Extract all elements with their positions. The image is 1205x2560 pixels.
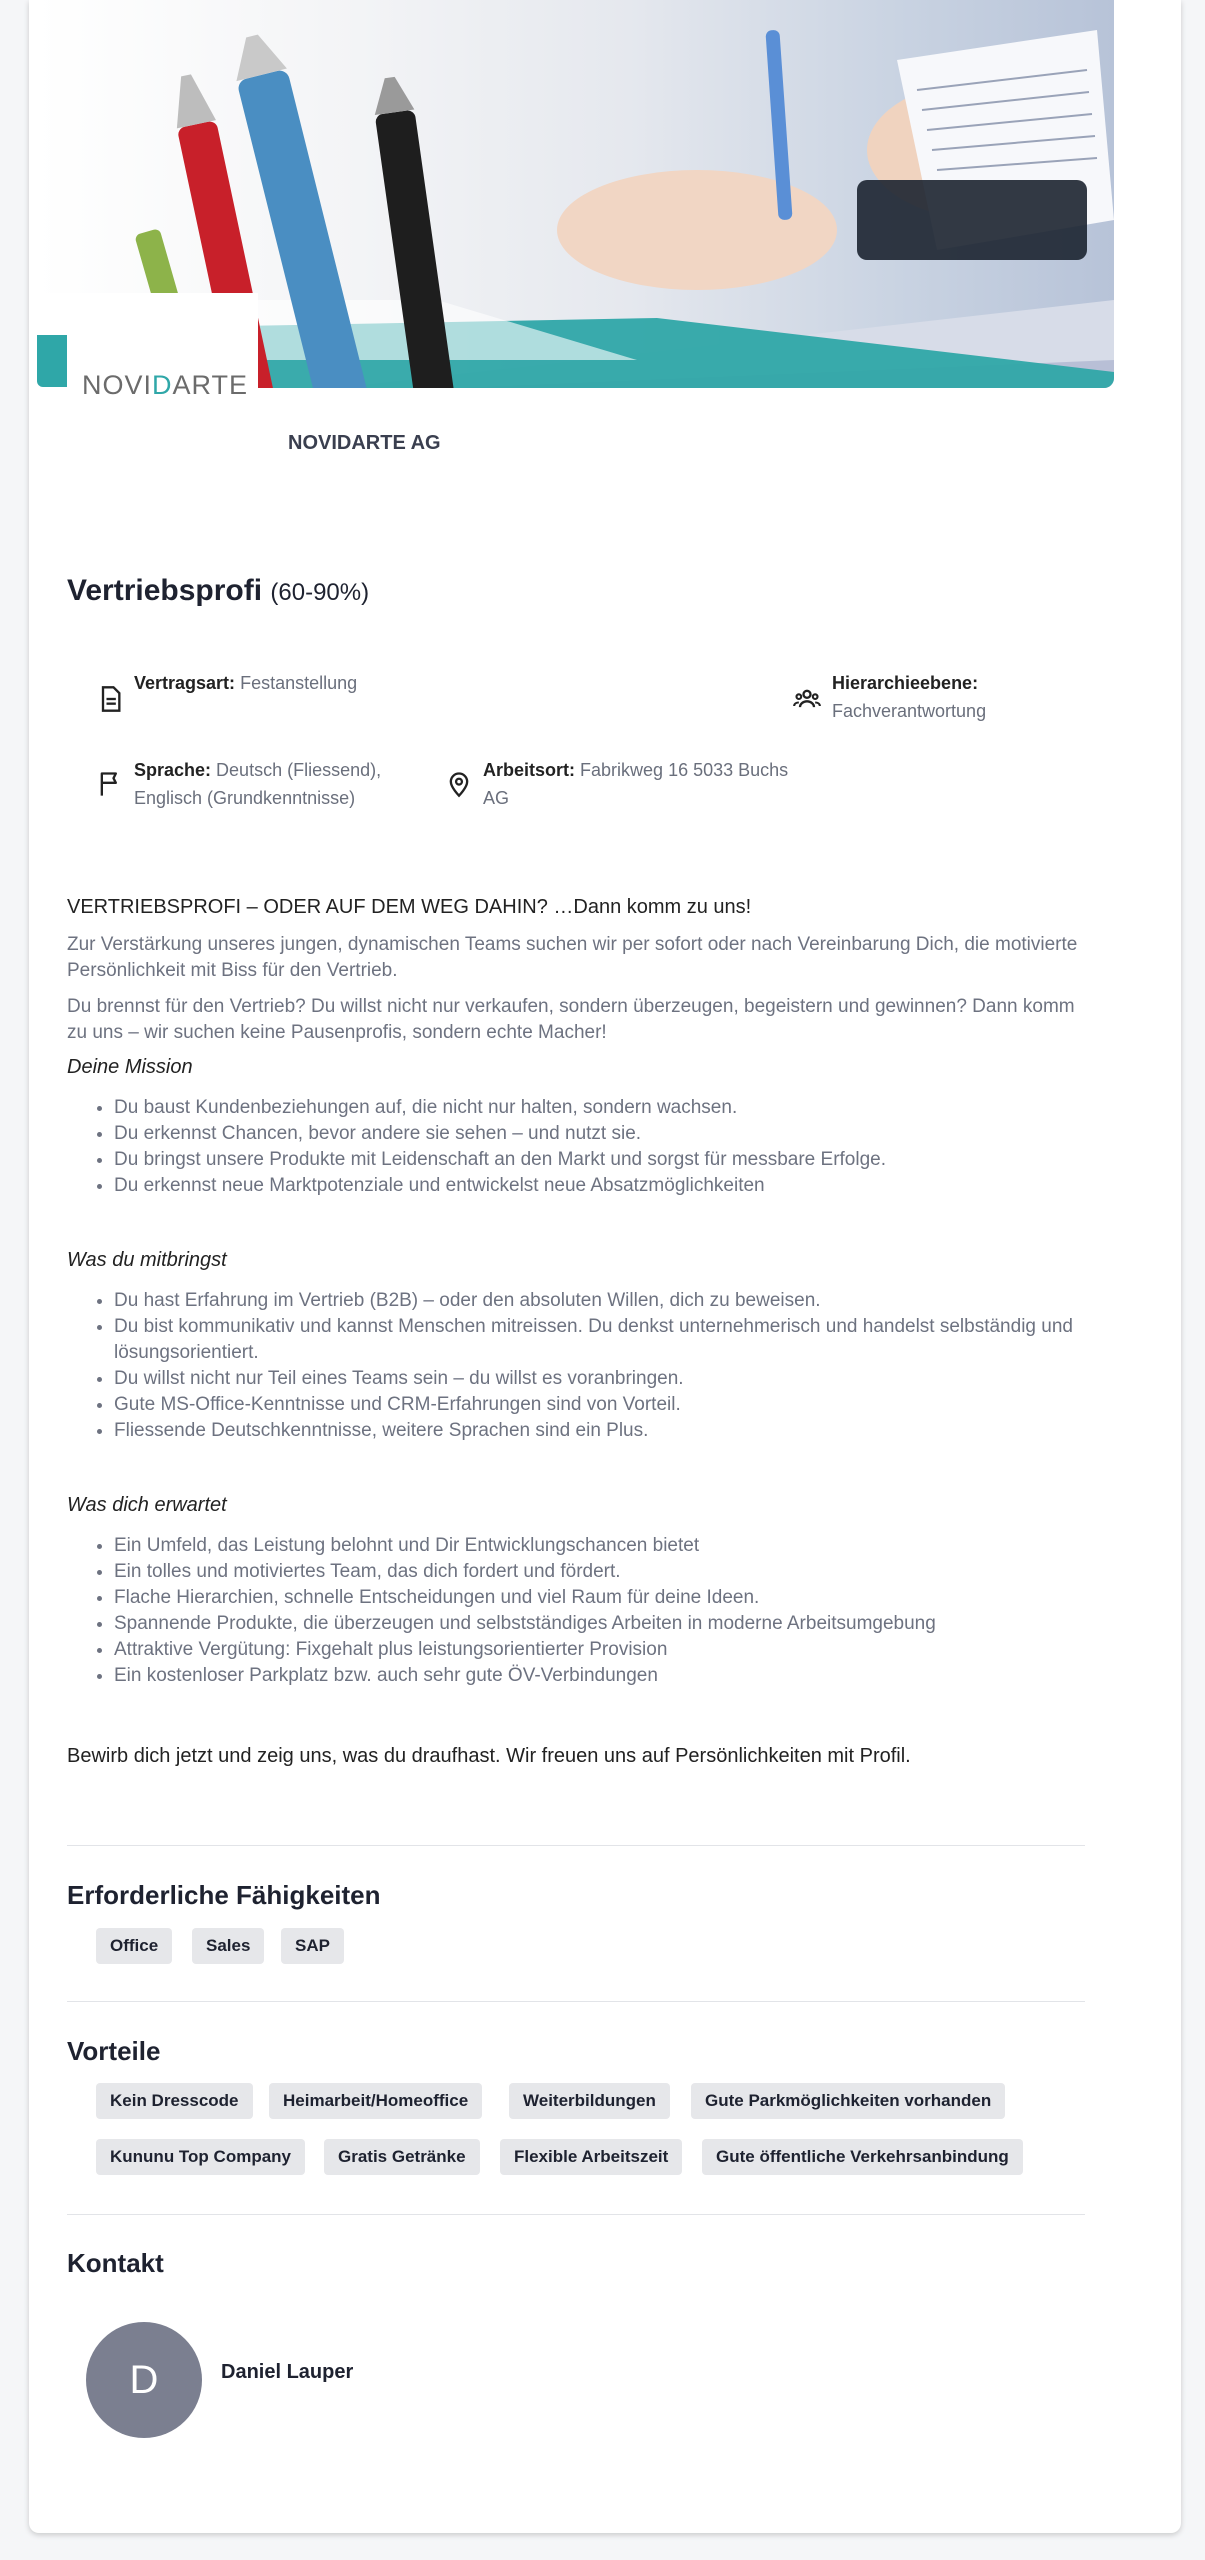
avatar: D bbox=[86, 2322, 202, 2438]
skills-heading: Erforderliche Fähigkeiten bbox=[67, 1880, 381, 1910]
contract-type: Vertragsart: Festanstellung bbox=[134, 673, 358, 693]
list-item: • Attraktive Vergütung: Fixgehalt plus leistungsorientierter Provision bbox=[114, 1637, 1087, 1663]
skill-chip: Sales bbox=[192, 1928, 264, 1964]
list-item: • Du bringst unsere Produkte mit Leidenschaft an den Markt und sorgst für messbare Erfolge. bbox=[114, 1147, 1087, 1173]
description-headline: VERTRIEBSPROFI – ODER AUF DEM WEG DAHIN? …Dann komm zu uns! bbox=[67, 896, 752, 918]
description-intro-2: Du brennst für den Vertrieb? Du willst nicht nur verkaufen, sondern überzeugen, begeistern und gewinnen? Dann komm zu uns – wir suchen keine Pausenprofis, sondern echte Macher! bbox=[67, 996, 1075, 1043]
skill-chip: Office bbox=[96, 1928, 172, 1964]
benefit-chip: Gute öffentliche Verkehrsanbindung bbox=[702, 2139, 1023, 2175]
contact-name[interactable]: Daniel Lauper bbox=[221, 2361, 354, 2383]
list-item: • Du erkennst neue Marktpotenziale und entwickelst neue Absatzmöglichkeiten bbox=[114, 1173, 1087, 1199]
document-icon bbox=[96, 685, 124, 713]
offer-list bbox=[67, 1533, 1087, 1689]
list-item: • Spannende Produkte, die überzeugen und selbstständiges Arbeiten in moderne Arbeitsumgebung bbox=[114, 1611, 1087, 1637]
mission-list bbox=[67, 1095, 1087, 1199]
benefit-chip: Heimarbeit/Homeoffice bbox=[269, 2083, 482, 2119]
closing-statement: Bewirb dich jetzt und zeig uns, was du draufhast. Wir freuen uns auf Persönlichkeiten mit Profil. bbox=[67, 1745, 911, 1767]
location-pin-icon bbox=[445, 770, 473, 798]
list-item: • Du baust Kundenbeziehungen auf, die nicht nur halten, sondern wachsen. bbox=[114, 1095, 1087, 1121]
requirements-heading: Was du mitbringst bbox=[67, 1249, 227, 1271]
list-item: • Du willst nicht nur Teil eines Teams sein – du willst es voranbringen. bbox=[114, 1366, 1087, 1392]
divider bbox=[67, 1845, 1085, 1846]
benefit-chip: Weiterbildungen bbox=[509, 2083, 670, 2119]
benefits-heading: Vorteile bbox=[67, 2036, 161, 2066]
list-item: • Fliessende Deutschkenntnisse, weitere Sprachen sind ein Plus. bbox=[114, 1418, 1087, 1444]
company-logo-text: NOVIDARTE bbox=[82, 370, 249, 400]
divider bbox=[67, 2001, 1085, 2002]
offer-heading: Was dich erwartet bbox=[67, 1494, 227, 1516]
language: Sprache: Deutsch (Fliessend), Englisch (Grundkenntnisse) bbox=[134, 760, 382, 808]
contact-heading: Kontakt bbox=[67, 2248, 164, 2278]
list-item: • Gute MS-Office-Kenntnisse und CRM-Erfahrungen sind von Vorteil. bbox=[114, 1392, 1087, 1418]
divider bbox=[67, 2214, 1085, 2215]
mission-heading: Deine Mission bbox=[67, 1056, 193, 1078]
company-name[interactable]: NOVIDARTE AG bbox=[288, 432, 441, 454]
logo-accent-bar bbox=[37, 335, 67, 387]
list-item: • Ein tolles und motiviertes Team, das dich fordert und fördert. bbox=[114, 1559, 1087, 1585]
list-item: • Ein kostenloser Parkplatz bzw. auch sehr gute ÖV-Verbindungen bbox=[114, 1663, 1087, 1689]
list-item: • Du hast Erfahrung im Vertrieb (B2B) – oder den absoluten Willen, dich zu beweisen. bbox=[114, 1288, 1087, 1314]
benefit-chip: Kununu Top Company bbox=[96, 2139, 305, 2175]
hierarchy-level: Hierarchieebene: Fachverantwortung bbox=[832, 673, 987, 721]
job-title: Vertriebsprofi (60-90%) bbox=[67, 574, 370, 607]
work-location: Arbeitsort: Fabrikweg 16 5033 Buchs AG bbox=[483, 760, 789, 808]
job-description bbox=[67, 894, 1087, 1769]
requirements-list bbox=[67, 1288, 1087, 1444]
skill-chip: SAP bbox=[281, 1928, 344, 1964]
benefit-chip: Kein Dresscode bbox=[96, 2083, 253, 2119]
list-item: • Ein Umfeld, das Leistung belohnt und Dir Entwicklungschancen bietet bbox=[114, 1533, 1087, 1559]
benefit-chip: Gratis Getränke bbox=[324, 2139, 480, 2175]
flag-icon bbox=[96, 770, 124, 798]
benefit-chip: Flexible Arbeitszeit bbox=[500, 2139, 682, 2175]
list-item: • Du bist kommunikativ und kannst Menschen mitreissen. Du denkst unternehmerisch und handelst selbständig und lösungsorientiert. bbox=[114, 1314, 1087, 1366]
group-icon bbox=[793, 685, 821, 713]
benefit-chip: Gute Parkmöglichkeiten vorhanden bbox=[691, 2083, 1005, 2119]
description-intro-1: Zur Verstärkung unseres jungen, dynamischen Teams suchen wir per sofort oder nach Vereinbarung Dich, die motivierte Persönlichkeit mit Biss für den Vertrieb. bbox=[67, 934, 1078, 981]
list-item: • Du erkennst Chancen, bevor andere sie sehen – und nutzt sie. bbox=[114, 1121, 1087, 1147]
list-item: • Flache Hierarchien, schnelle Entscheidungen und viel Raum für deine Ideen. bbox=[114, 1585, 1087, 1611]
